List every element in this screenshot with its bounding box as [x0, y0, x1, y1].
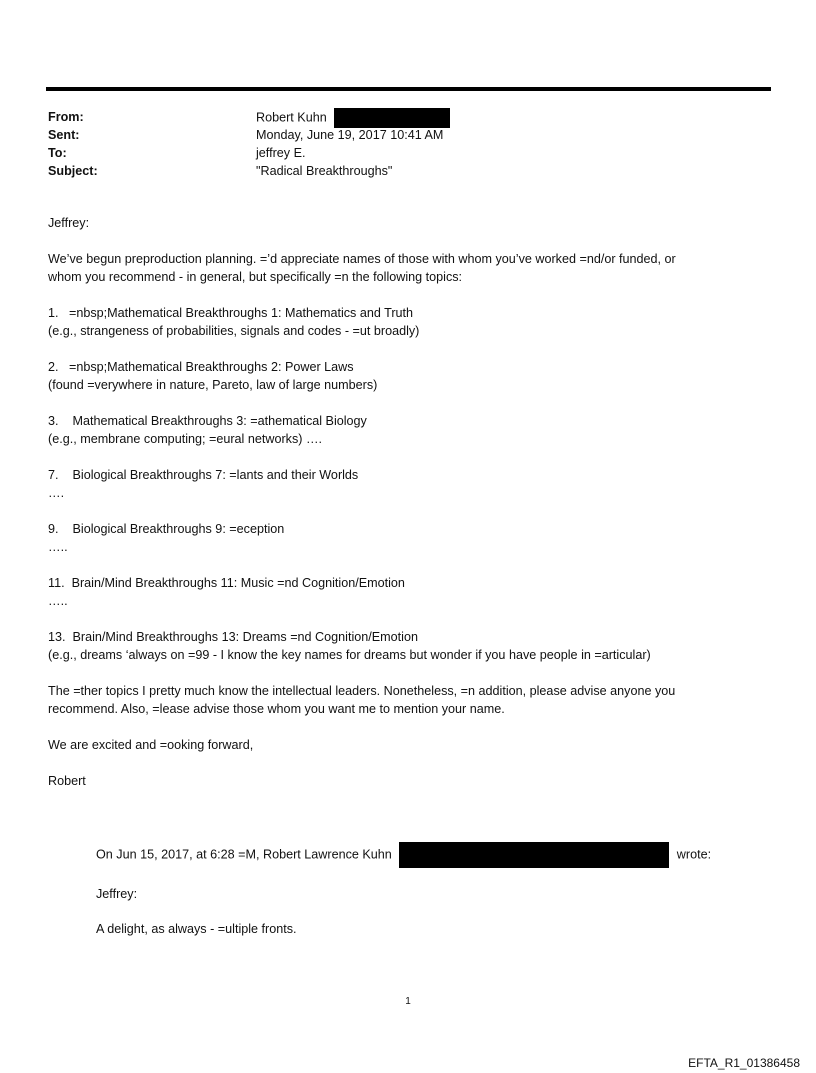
- subject-label: Subject:: [48, 164, 98, 178]
- from-row: [48, 108, 748, 126]
- sent-label: Sent:: [48, 128, 80, 142]
- topic-note: …..: [48, 540, 68, 554]
- intro-line: whom you recommend - in general, but specifically =n the following topics:: [48, 270, 463, 284]
- topic-title: 11. Brain/Mind Breakthroughs 11: Music =nd Cognition/Emotion: [48, 576, 405, 590]
- topic-title: 7. Biological Breakthroughs 7: =lants and their Worlds: [48, 468, 359, 482]
- email-body: [48, 214, 748, 790]
- greeting: Jeffrey:: [48, 216, 90, 230]
- redaction-box: [399, 842, 669, 868]
- to-label: To:: [48, 146, 67, 160]
- topic-note: (e.g., membrane computing; =eural networks) ….: [48, 432, 323, 446]
- topic-note: (e.g., strangeness of probabilities, signals and codes - =ut broadly): [48, 324, 420, 338]
- topic-title: 9. Biological Breakthroughs 9: =eception: [48, 522, 285, 536]
- topic-note: (e.g., dreams ‘always on =99 - I know the key names for dreams but wonder if you have people in =articular): [48, 648, 651, 662]
- topic-title: 3. Mathematical Breakthroughs 3: =athematical Biology: [48, 414, 367, 428]
- quoted-greeting: Jeffrey:: [96, 887, 138, 901]
- topic-note: ….: [48, 486, 65, 500]
- bates-number: EFTA_R1_01386458: [688, 1056, 800, 1070]
- quoted-intro-prefix: On Jun 15, 2017, at 6:28 =M, Robert Lawrence Kuhn: [96, 847, 392, 862]
- outro-line: recommend. Also, =lease advise those whom you want me to mention your name.: [48, 702, 505, 716]
- intro-line: We’ve begun preproduction planning. =’d appreciate names of those with whom you’ve worked =nd/or funded, or: [48, 252, 676, 266]
- from-value: [256, 108, 450, 128]
- email-header: [48, 108, 748, 180]
- quoted-message: [96, 842, 756, 938]
- subject-value: "Radical Breakthroughs": [256, 164, 393, 178]
- to-value: jeffrey E.: [256, 146, 306, 160]
- page-number: 1: [405, 996, 411, 1007]
- closing: We are excited and =ooking forward,: [48, 738, 254, 752]
- redaction-box: [334, 108, 450, 128]
- from-label: From:: [48, 110, 84, 124]
- sent-value: Monday, June 19, 2017 10:41 AM: [256, 128, 444, 142]
- to-row: [48, 144, 748, 162]
- topic-title: 2. =nbsp;Mathematical Breakthroughs 2: Power Laws: [48, 360, 354, 374]
- outro-line: The =ther topics I pretty much know the intellectual leaders. Nonetheless, =n addition, please advise anyone you: [48, 684, 676, 698]
- quoted-intro-suffix: wrote:: [676, 847, 712, 862]
- header-rule: [46, 87, 771, 91]
- subject-row: [48, 162, 748, 180]
- topic-title: 1. =nbsp;Mathematical Breakthroughs 1: Mathematics and Truth: [48, 306, 414, 320]
- topic-note: …..: [48, 594, 68, 608]
- quoted-intro: [96, 842, 756, 868]
- topic-note: (found =verywhere in nature, Pareto, law of large numbers): [48, 378, 378, 392]
- sent-row: [48, 126, 748, 144]
- from-name: Robert Kuhn: [256, 110, 327, 125]
- signature: Robert: [48, 774, 86, 788]
- topic-title: 13. Brain/Mind Breakthroughs 13: Dreams =nd Cognition/Emotion: [48, 630, 418, 644]
- quoted-line: A delight, as always - =ultiple fronts.: [96, 922, 297, 936]
